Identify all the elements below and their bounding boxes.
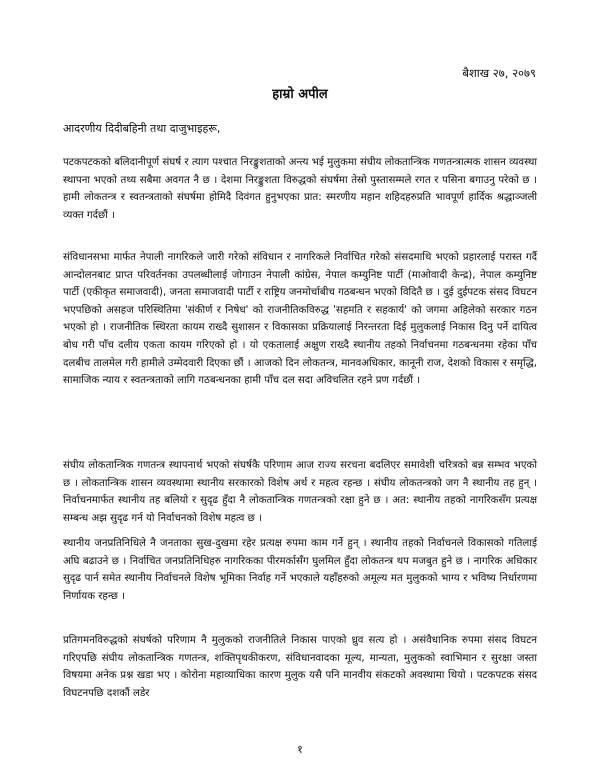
paragraph-5: प्रतिगमनविरुद्धको संघर्षको परिणाम नै मुलुकको राजनीतिले निकास पाएको ध्रुव सत्य हो । असंवैधानिक रुपमा संसद विघटन गरिएपछि संघीय लोकतान्त्रिक गणतन्त्र, शक्तिपृथकीकरण, संविधानवादका मूल्य, मान्यता, मुलुकको स्वाभिमान र सुरक्षा जस्ता विषयमा अनेक प्रश्न खडा भए । कोरोना महाव्याधिका कारण मुलुक यसै पनि मानवीय संकटको अवस्थामा थियो । पटकपटक संसद विघटनपछि दशकौं लडेर [63,635,537,699]
document-date: बैशाख २७, २०७९ [462,66,536,80]
paragraph-2: संविधानसभा मार्फत नेपाली नागरिकले जारी गरेको संविधान र नागरिकले निर्वाचित गरेको संसदमाथि भएको प्रहारलाई परास्त गर्दै आन्दोलनबाट प्राप्त परिवर्तनका उपलब्धीलाई जोगाउन नेपाली कांग्रेस, नेपाल कम्युनिष्ट पार्टी (माओवादी केन्द्र), नेपाल कम्युनिष्ट पार्टी (एकीकृत समाजवादी), जनता समाजवादी पार्टी र राष्ट्रिय जनमोर्चाबीच गठबन्धन भएको विदितै छ । दुई दुईपटक संसद विघटन भएपछिको असहज परिस्थितिमा 'संकीर्ण र निषेध' को राजनीतिकविरुद्ध 'सहमति र सहकार्य' को जगमा अहिलेको सरकार गठन भएको हो । राजनीतिक स्थिरता कायम राख्दै सुशासन र विकासका प्रक्रियालाई निरन्तरता दिई मुलुकलाई निकास दिनु पर्ने दायित्व बोध गरी पाँच दलीय एकता कायम गरिएको हो । यो एकतालाई अक्षुण राख्दै स्थानीय तहको निर्वाचनमा गठबन्धनमा रहेका पाँच दलबीच तालमेल गरी हामीले उम्मेदवारी दिएका छौं । आजको दिन लोकतन्त्र, मानवअधिकार, कानूनी राज, देशको विकास र समृद्धि, सामाजिक न्याय र स्वतन्त्रताको लागि गठबन्धनका हामी पाँच दल सदा अविचलित रहने प्रण गर्दछौं । [63,252,537,387]
paragraph-1: पटकपटकको बलिदानीपूर्ण संघर्ष र त्याग पश्चात निरङ्कुशताको अन्त्य भई मुलुकमा संघीय लोकतान्त्रिक गणतन्त्रात्मक शासन व्यवस्था स्थापना भएको तथ्य सबैमा अवगत नै छ । देशमा निरङ्कुशता विरुद्धको संघर्षमा तेस्रो पुस्तासम्मले रगत र पसिना बगाउनु परेको छ । हामी लोकतन्त्र र स्वतन्त्रताको संघर्षमा होमिदै दिवंगत हुनुभएका प्रात: स्मरणीय महान शहिदहरुप्रति भावपूर्ण हार्दिक श्रद्धाञ्जली व्यक्त गर्दछौं । [63,157,537,221]
document-title: हाम्रो अपील [272,87,328,102]
page-number: १ [297,743,303,756]
paragraph-4: स्थानीय जनप्रतिनिधिले नै जनताका सुख-दुखमा रहेर प्रत्यक्ष रुपमा काम गर्ने हुन् । स्थानीय तहको निर्वाचनले विकासको गतिलाई अघि बढाउने छ । निर्वाचित जनप्रतिनिधिहरु नागरिकका पीरमर्कासँग घुलमिल हुँदा लोकतन्त्र थप मजबुत हुने छ । नागरिक अधिकार सुदृढ पार्न समेत स्थानीय निर्वाचनले विशेष भूमिका निर्वाह गर्ने भएकाले यहाँहरुको अमूल्य मत मुलुकको भाग्य र भविष्य निर्धारणमा निर्णायक रहन्छ । [63,538,537,602]
paragraph-3: संघीय लोकतान्त्रिक गणतन्त्र स्थापनार्थ भएको संघर्षकै परिणाम आज राज्य सरचना बदलिएर समावेशी चरित्रको बन्न सम्भव भएको छ । लोकतान्त्रिक शासन व्यवस्थामा स्थानीय सरकारको विशेष अर्थ र महत्व रहन्छ । संघीय लोकतन्त्रको जग नै स्थानीय तह हुन् । निर्वाचनमार्फत स्थानीय तह बलियो र सुदृढ हुँदा नै लोकतान्त्रिक गणतन्त्रको रक्षा हुने छ । अत: स्थानीय तहको नागरिकसँग प्रत्यक्ष सम्बन्ध अझ सुदृढ गर्न यो निर्वाचनको विशेष महत्व छ । [63,460,537,524]
salutation: आदरणीय दिदीबहिनी तथा दाजुभाइहरू, [63,122,221,135]
